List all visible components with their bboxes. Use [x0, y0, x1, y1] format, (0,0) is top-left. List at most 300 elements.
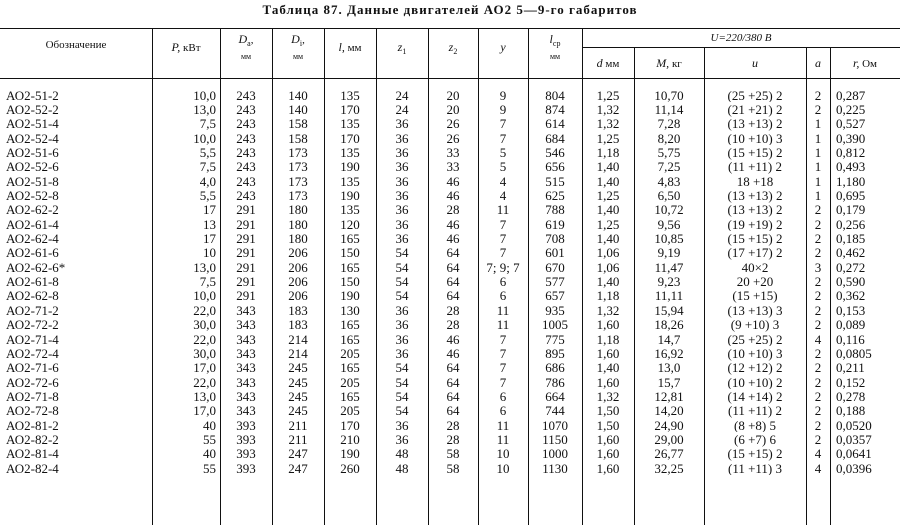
cell-winding: (17 +17) 2 — [727, 245, 783, 261]
cell-d: 1,60 — [596, 374, 620, 390]
cell-z2: 58 — [446, 446, 460, 461]
table-row — [0, 389, 900, 403]
cell-z1: 36 — [395, 159, 409, 175]
cell-designation: АО2-72-6 — [6, 374, 59, 390]
cell-power: 40 — [203, 417, 216, 433]
cell-winding: (11 +11) 2 — [727, 159, 783, 175]
cell-d: 1,25 — [596, 217, 620, 232]
cell-da: 291 — [236, 245, 256, 261]
cell-a: 2 — [814, 288, 822, 304]
cell-mass: 6,50 — [657, 188, 681, 203]
cell-length: 210 — [340, 432, 360, 447]
cell-r: 1,180 — [836, 174, 866, 189]
cell-z1: 36 — [395, 174, 409, 189]
cell-mass: 10,72 — [654, 202, 684, 218]
cell-designation: АО2-71-8 — [6, 389, 59, 404]
cell-power: 17 — [203, 231, 216, 246]
cell-lcp: 786 — [545, 374, 565, 390]
cell-winding: (21 +21) 2 — [727, 102, 783, 117]
cell-winding: (13 +13) 2 — [727, 188, 783, 203]
cell-d: 1,40 — [596, 202, 620, 218]
cell-mass: 8,20 — [657, 131, 681, 146]
cell-r: 0,211 — [836, 360, 865, 375]
cell-d: 1,40 — [596, 360, 620, 375]
table-title: Таблица 87. Данные двигателей АО2 5—9-го габаритов — [262, 2, 638, 17]
cell-d: 1,60 — [596, 317, 620, 332]
header-mass: M, кг — [656, 56, 682, 70]
cell-mass: 4,83 — [657, 174, 681, 189]
cell-winding: (13 +13) 2 — [727, 202, 783, 218]
cell-z2: 20 — [446, 88, 460, 103]
cell-winding: (10 +10) 3 — [727, 131, 783, 146]
cell-length: 170 — [340, 131, 360, 146]
cell-length: 260 — [340, 460, 360, 476]
cell-a: 2 — [814, 217, 822, 232]
cell-a: 1 — [814, 174, 822, 189]
cell-y: 5 — [499, 159, 507, 175]
cell-power: 10 — [203, 245, 216, 261]
table-row — [0, 102, 900, 116]
cell-z2: 26 — [446, 131, 460, 146]
table-row — [0, 318, 900, 332]
cell-lcp: 614 — [545, 116, 565, 132]
cell-z2: 28 — [446, 432, 460, 447]
cell-winding: (19 +19) 2 — [727, 217, 783, 232]
cell-designation: АО2-52-4 — [6, 131, 59, 146]
cell-length: 170 — [340, 417, 360, 433]
cell-lcp: 664 — [545, 389, 565, 404]
header-z2: $z_2$ — [448, 40, 458, 57]
cell-d: 1,32 — [596, 102, 620, 117]
cell-z1: 24 — [395, 102, 409, 117]
cell-y: 6 — [499, 288, 507, 304]
cell-di: 173 — [288, 145, 308, 160]
cell-r: 0,0357 — [836, 432, 872, 447]
cell-a: 4 — [814, 460, 822, 476]
cell-power: 55 — [203, 432, 216, 447]
cell-winding: (12 +12) 2 — [727, 360, 783, 375]
cell-mass: 32,25 — [654, 460, 684, 476]
cell-lcp: 684 — [545, 131, 565, 146]
cell-da: 343 — [236, 317, 256, 332]
cell-da: 393 — [236, 446, 256, 461]
cell-power: 5,5 — [199, 188, 216, 203]
cell-da: 243 — [236, 159, 256, 175]
cell-designation: АО2-52-2 — [6, 102, 59, 117]
cell-power: 30,0 — [193, 317, 216, 332]
cell-y: 7; 9; 7 — [486, 260, 520, 275]
cell-da: 343 — [236, 331, 256, 347]
cell-y: 7 — [499, 116, 507, 132]
cell-mass: 5,75 — [657, 145, 681, 160]
cell-z1: 54 — [395, 274, 409, 289]
cell-z2: 64 — [446, 374, 460, 390]
cell-z2: 46 — [446, 331, 460, 347]
voltage-underline — [582, 47, 900, 48]
cell-winding: (6 +7) 6 — [734, 432, 776, 447]
cell-a: 2 — [814, 432, 822, 447]
table-row — [0, 88, 900, 102]
cell-a: 4 — [814, 331, 822, 347]
cell-d: 1,32 — [596, 116, 620, 132]
cell-da: 291 — [236, 217, 256, 232]
cell-z2: 46 — [446, 346, 460, 361]
cell-y: 11 — [496, 202, 510, 218]
cell-mass: 11,47 — [654, 260, 684, 275]
cell-winding: (11 +11) 3 — [727, 460, 783, 476]
cell-d: 1,32 — [596, 303, 620, 318]
cell-z2: 64 — [446, 260, 460, 275]
cell-d: 1,06 — [596, 260, 620, 275]
cell-power: 4,0 — [199, 174, 216, 189]
table-row — [0, 361, 900, 375]
cell-lcp: 1000 — [542, 446, 568, 461]
cell-power: 5,5 — [199, 145, 216, 160]
cell-designation: АО2-51-4 — [6, 116, 59, 132]
cell-lcp: 625 — [545, 188, 565, 203]
cell-di: 183 — [288, 303, 308, 318]
table-row — [0, 274, 900, 288]
cell-d: 1,32 — [596, 389, 620, 404]
cell-power: 17 — [203, 202, 216, 218]
cell-r: 0,0520 — [836, 417, 872, 433]
table-row — [0, 246, 900, 260]
cell-length: 190 — [340, 159, 360, 175]
cell-a: 2 — [814, 245, 822, 261]
cell-length: 165 — [340, 360, 360, 375]
cell-da: 343 — [236, 389, 256, 404]
cell-di: 183 — [288, 317, 308, 332]
cell-r: 0,272 — [836, 260, 866, 275]
cell-designation: АО2-62-8 — [6, 288, 59, 304]
cell-d: 1,18 — [596, 331, 620, 347]
cell-power: 13,0 — [193, 260, 216, 275]
cell-designation: АО2-81-2 — [6, 417, 59, 433]
cell-d: 1,40 — [596, 159, 620, 175]
cell-z2: 64 — [446, 288, 460, 304]
cell-di: 245 — [288, 403, 308, 418]
cell-designation: АО2-72-4 — [6, 346, 59, 361]
cell-mass: 11,11 — [654, 288, 684, 304]
cell-z1: 36 — [395, 432, 409, 447]
cell-r: 0,0805 — [836, 346, 872, 361]
cell-z1: 36 — [395, 231, 409, 246]
cell-power: 13 — [203, 217, 216, 232]
cell-winding: (15 +15) 2 — [727, 145, 783, 160]
cell-z2: 64 — [446, 274, 460, 289]
cell-r: 0,256 — [836, 217, 866, 232]
cell-r: 0,590 — [836, 274, 866, 289]
cell-length: 165 — [340, 231, 360, 246]
cell-da: 343 — [236, 346, 256, 361]
cell-z2: 46 — [446, 174, 460, 189]
cell-y: 7 — [499, 346, 507, 361]
cell-designation: АО2-62-4 — [6, 231, 59, 246]
cell-di: 158 — [288, 131, 308, 146]
cell-lcp: 804 — [545, 88, 565, 103]
cell-a: 3 — [814, 260, 822, 275]
cell-length: 135 — [340, 88, 360, 103]
cell-a: 2 — [814, 346, 822, 361]
cell-a: 1 — [814, 116, 822, 132]
cell-mass: 7,28 — [657, 116, 681, 132]
cell-d: 1,25 — [596, 131, 620, 146]
cell-z2: 28 — [446, 202, 460, 218]
table-row — [0, 174, 900, 188]
cell-r: 0,0641 — [836, 446, 872, 461]
cell-r: 0,188 — [836, 403, 866, 418]
cell-power: 10,0 — [193, 288, 216, 304]
cell-length: 135 — [340, 174, 360, 189]
cell-z2: 46 — [446, 188, 460, 203]
cell-mass: 13,0 — [657, 360, 681, 375]
cell-d: 1,18 — [596, 145, 620, 160]
table-row — [0, 131, 900, 145]
cell-winding: 18 +18 — [736, 174, 774, 189]
cell-mass: 9,23 — [657, 274, 681, 289]
cell-winding: (10 +10) 2 — [727, 374, 783, 390]
table-row — [0, 217, 900, 231]
cell-designation: АО2-61-4 — [6, 217, 59, 232]
cell-winding: (10 +10) 3 — [727, 346, 783, 361]
cell-y: 7 — [499, 374, 507, 390]
cell-power: 10,0 — [193, 88, 216, 103]
cell-mass: 10,85 — [654, 231, 684, 246]
cell-designation: АО2-61-8 — [6, 274, 59, 289]
cell-a: 4 — [814, 446, 822, 461]
cell-z2: 46 — [446, 231, 460, 246]
cell-z1: 36 — [395, 417, 409, 433]
cell-y: 4 — [499, 188, 507, 203]
cell-power: 7,5 — [199, 274, 216, 289]
cell-da: 343 — [236, 303, 256, 318]
cell-lcp: 515 — [545, 174, 565, 189]
cell-y: 7 — [499, 231, 507, 246]
cell-designation: АО2-51-8 — [6, 174, 59, 189]
cell-r: 0,185 — [836, 231, 866, 246]
cell-power: 7,5 — [199, 116, 216, 132]
cell-lcp: 1070 — [542, 417, 568, 433]
cell-lcp: 744 — [545, 403, 565, 418]
cell-da: 393 — [236, 460, 256, 476]
cell-y: 11 — [496, 303, 510, 318]
cell-mass: 12,81 — [654, 389, 684, 404]
cell-z1: 36 — [395, 131, 409, 146]
cell-z1: 54 — [395, 389, 409, 404]
table-row — [0, 303, 900, 317]
cell-da: 243 — [236, 116, 256, 132]
cell-r: 0,493 — [836, 159, 866, 175]
cell-di: 173 — [288, 174, 308, 189]
cell-power: 13,0 — [193, 389, 216, 404]
cell-di: 140 — [288, 102, 308, 117]
cell-di: 180 — [288, 202, 308, 218]
cell-y: 4 — [499, 174, 507, 189]
cell-lcp: 656 — [545, 159, 565, 175]
cell-length: 190 — [340, 446, 360, 461]
table-row — [0, 203, 900, 217]
cell-z2: 64 — [446, 403, 460, 418]
cell-y: 11 — [496, 432, 510, 447]
cell-lcp: 657 — [545, 288, 565, 304]
cell-z1: 36 — [395, 317, 409, 332]
cell-length: 135 — [340, 145, 360, 160]
cell-length: 205 — [340, 374, 360, 390]
cell-d: 1,06 — [596, 245, 620, 261]
cell-di: 245 — [288, 374, 308, 390]
cell-length: 205 — [340, 346, 360, 361]
cell-mass: 15,7 — [657, 374, 681, 390]
cell-y: 10 — [496, 460, 510, 476]
cell-da: 393 — [236, 417, 256, 433]
cell-di: 247 — [288, 460, 308, 476]
cell-length: 205 — [340, 403, 360, 418]
cell-mass: 15,94 — [654, 303, 684, 318]
cell-da: 343 — [236, 374, 256, 390]
cell-power: 17,0 — [193, 360, 216, 375]
cell-da: 343 — [236, 403, 256, 418]
cell-lcp: 601 — [545, 245, 565, 261]
cell-lcp: 935 — [545, 303, 565, 318]
cell-designation: АО2-82-2 — [6, 432, 59, 447]
cell-r: 0,812 — [836, 145, 866, 160]
cell-z2: 28 — [446, 317, 460, 332]
cell-z2: 46 — [446, 217, 460, 232]
cell-y: 11 — [496, 417, 510, 433]
cell-da: 393 — [236, 432, 256, 447]
cell-lcp: 1150 — [542, 432, 568, 447]
cell-di: 173 — [288, 159, 308, 175]
cell-di: 140 — [288, 88, 308, 103]
cell-lcp: 546 — [545, 145, 565, 160]
cell-mass: 18,26 — [654, 317, 684, 332]
cell-da: 243 — [236, 131, 256, 146]
cell-lcp: 670 — [545, 260, 565, 275]
cell-d: 1,50 — [596, 417, 620, 433]
table-row — [0, 289, 900, 303]
cell-r: 0,278 — [836, 389, 866, 404]
cell-r: 0,089 — [836, 317, 866, 332]
header-power: P, кВт — [171, 40, 201, 54]
header-r: r, Ом — [853, 56, 877, 70]
cell-a: 2 — [814, 317, 822, 332]
cell-designation: АО2-71-6 — [6, 360, 59, 375]
cell-y: 6 — [499, 274, 507, 289]
cell-lcp: 895 — [545, 346, 565, 361]
cell-winding: (14 +14) 2 — [727, 389, 783, 404]
table-row — [0, 188, 900, 202]
cell-a: 1 — [814, 188, 822, 203]
cell-di: 211 — [288, 417, 308, 433]
cell-a: 1 — [814, 131, 822, 146]
cell-length: 135 — [340, 202, 360, 218]
cell-a: 2 — [814, 360, 822, 375]
cell-designation: АО2-62-2 — [6, 202, 59, 218]
cell-y: 5 — [499, 145, 507, 160]
cell-d: 1,60 — [596, 346, 620, 361]
cell-d: 1,18 — [596, 288, 620, 304]
cell-z1: 54 — [395, 403, 409, 418]
cell-y: 9 — [499, 102, 507, 117]
cell-lcp: 708 — [545, 231, 565, 246]
cell-mass: 10,70 — [654, 88, 684, 103]
cell-di: 214 — [288, 346, 308, 361]
header-di: $D_i$, мм — [291, 32, 305, 62]
cell-z1: 36 — [395, 145, 409, 160]
cell-lcp: 874 — [545, 102, 565, 117]
cell-da: 291 — [236, 288, 256, 304]
cell-lcp: 577 — [545, 274, 565, 289]
cell-lcp: 1130 — [542, 460, 568, 476]
cell-da: 243 — [236, 145, 256, 160]
cell-da: 243 — [236, 188, 256, 203]
cell-z2: 26 — [446, 116, 460, 132]
cell-di: 180 — [288, 217, 308, 232]
cell-d: 1,40 — [596, 231, 620, 246]
table-row — [0, 404, 900, 418]
cell-lcp: 686 — [545, 360, 565, 375]
cell-da: 291 — [236, 274, 256, 289]
cell-d: 1,25 — [596, 188, 620, 203]
cell-da: 243 — [236, 102, 256, 117]
cell-winding: (9 +10) 3 — [730, 317, 780, 332]
cell-designation: АО2-71-2 — [6, 303, 59, 318]
cell-di: 245 — [288, 360, 308, 375]
cell-power: 13,0 — [193, 102, 216, 117]
cell-r: 0,462 — [836, 245, 866, 261]
cell-z2: 20 — [446, 102, 460, 117]
cell-di: 206 — [288, 245, 308, 261]
cell-z1: 48 — [395, 446, 409, 461]
cell-mass: 14,7 — [657, 331, 681, 347]
cell-power: 7,5 — [199, 159, 216, 175]
cell-length: 165 — [340, 331, 360, 347]
cell-y: 11 — [496, 317, 510, 332]
cell-z2: 28 — [446, 417, 460, 433]
cell-da: 291 — [236, 260, 256, 275]
cell-designation: АО2-82-4 — [6, 460, 59, 476]
cell-y: 7 — [499, 217, 507, 232]
cell-r: 0,153 — [836, 303, 866, 318]
cell-z1: 36 — [395, 331, 409, 347]
cell-length: 120 — [340, 217, 360, 232]
cell-da: 291 — [236, 202, 256, 218]
cell-y: 7 — [499, 245, 507, 261]
cell-mass: 14,20 — [654, 403, 684, 418]
cell-designation: АО2-52-6 — [6, 159, 59, 175]
table-row — [0, 375, 900, 389]
cell-winding: (15 +15) — [732, 288, 778, 304]
cell-z2: 58 — [446, 460, 460, 476]
cell-r: 0,695 — [836, 188, 866, 203]
cell-da: 243 — [236, 174, 256, 189]
cell-power: 22,0 — [193, 374, 216, 390]
header-top-rule — [0, 28, 900, 29]
cell-d: 1,40 — [596, 274, 620, 289]
cell-mass: 11,14 — [654, 102, 684, 117]
cell-z1: 36 — [395, 202, 409, 218]
cell-da: 243 — [236, 88, 256, 103]
header-length: l, мм — [338, 40, 362, 54]
cell-z1: 36 — [395, 303, 409, 318]
motor-data-table — [0, 88, 900, 475]
cell-designation: АО2-71-4 — [6, 331, 59, 347]
cell-length: 190 — [340, 188, 360, 203]
cell-di: 173 — [288, 188, 308, 203]
table-row — [0, 432, 900, 446]
cell-z2: 33 — [446, 159, 460, 175]
cell-z1: 54 — [395, 288, 409, 304]
